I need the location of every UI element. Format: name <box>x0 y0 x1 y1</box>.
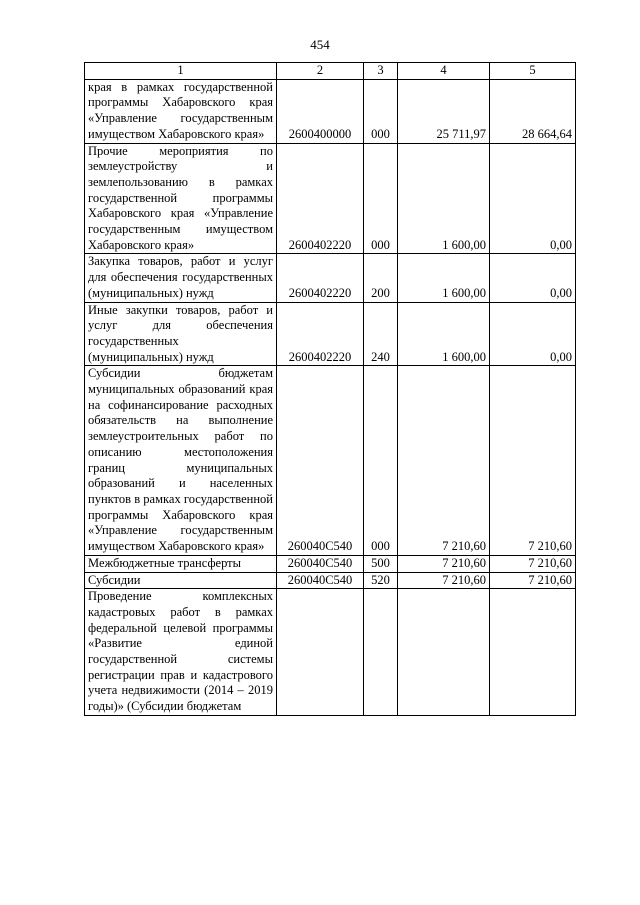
row-amount-1: 7 210,60 <box>398 366 490 555</box>
row-amount-2 <box>490 589 576 716</box>
row-name: Прочие мероприятия по землеустройству и землепользованию в рамках государственной программы Хабаровского края «Управление государственным имуществом Хабаровского края» <box>85 143 277 254</box>
row-amount-1: 1 600,00 <box>398 254 490 302</box>
column-header-2: 2 <box>277 63 364 80</box>
row-expense-type: 000 <box>364 143 398 254</box>
table-row <box>85 254 576 302</box>
row-amount-1: 25 711,97 <box>398 79 490 143</box>
row-expense-type: 500 <box>364 555 398 572</box>
column-header-5: 5 <box>490 63 576 80</box>
row-amount-2: 0,00 <box>490 302 576 366</box>
row-target-code: 260040С540 <box>277 572 364 589</box>
row-amount-1: 7 210,60 <box>398 572 490 589</box>
column-header-1: 1 <box>85 63 277 80</box>
row-name: Иные закупки товаров, работ и услуг для обеспечения государственных (муниципальных) нужд <box>85 302 277 366</box>
row-name: Межбюджетные трансферты <box>85 555 277 572</box>
row-expense-type: 000 <box>364 366 398 555</box>
table-header-row <box>85 63 576 80</box>
row-amount-2: 0,00 <box>490 143 576 254</box>
page-number: 454 <box>310 37 330 52</box>
table-row <box>85 143 576 254</box>
row-amount-2: 7 210,60 <box>490 366 576 555</box>
row-name: Субсидии <box>85 572 277 589</box>
column-header-3: 3 <box>364 63 398 80</box>
row-target-code <box>277 589 364 716</box>
column-header-4: 4 <box>398 63 490 80</box>
row-amount-1 <box>398 589 490 716</box>
row-expense-type: 240 <box>364 302 398 366</box>
table-row <box>85 572 576 589</box>
row-name: Субсидии бюджетам муниципальных образований края на софинансирование расходных обязательств на выполнение землеустроительных работ по описанию местоположения границ муниципальных образований и населенных пунктов в рамках государственной программы Хабаровского края «Управление государственным имуществом Хабаровского края» <box>85 366 277 555</box>
row-expense-type <box>364 589 398 716</box>
row-name: Закупка товаров, работ и услуг для обеспечения государственных (муниципальных) нужд <box>85 254 277 302</box>
row-target-code: 2600402220 <box>277 254 364 302</box>
row-target-code: 2600402220 <box>277 302 364 366</box>
row-name: края в рамках государственной программы Хабаровского края «Управление государственным имуществом Хабаровского края» <box>85 79 277 143</box>
table-row <box>85 302 576 366</box>
row-amount-1: 1 600,00 <box>398 302 490 366</box>
row-expense-type: 520 <box>364 572 398 589</box>
row-amount-1: 1 600,00 <box>398 143 490 254</box>
row-expense-type: 200 <box>364 254 398 302</box>
table-row <box>85 555 576 572</box>
row-target-code: 2600402220 <box>277 143 364 254</box>
table-row <box>85 366 576 555</box>
row-target-code: 260040С540 <box>277 555 364 572</box>
row-amount-2: 0,00 <box>490 254 576 302</box>
row-amount-2: 7 210,60 <box>490 572 576 589</box>
row-name: Проведение комплексных кадастровых работ в рамках федеральной целевой программы «Развитие единой государственной системы регистрации прав и кадастрового учета недвижимости (2014 – 2019 годы)» (Субсидии бюджетам <box>85 589 277 716</box>
row-amount-1: 7 210,60 <box>398 555 490 572</box>
row-target-code: 2600400000 <box>277 79 364 143</box>
row-amount-2: 7 210,60 <box>490 555 576 572</box>
budget-table <box>84 62 576 716</box>
row-target-code: 260040С540 <box>277 366 364 555</box>
table-row <box>85 79 576 143</box>
row-expense-type: 000 <box>364 79 398 143</box>
table-row <box>85 589 576 716</box>
row-amount-2: 28 664,64 <box>490 79 576 143</box>
